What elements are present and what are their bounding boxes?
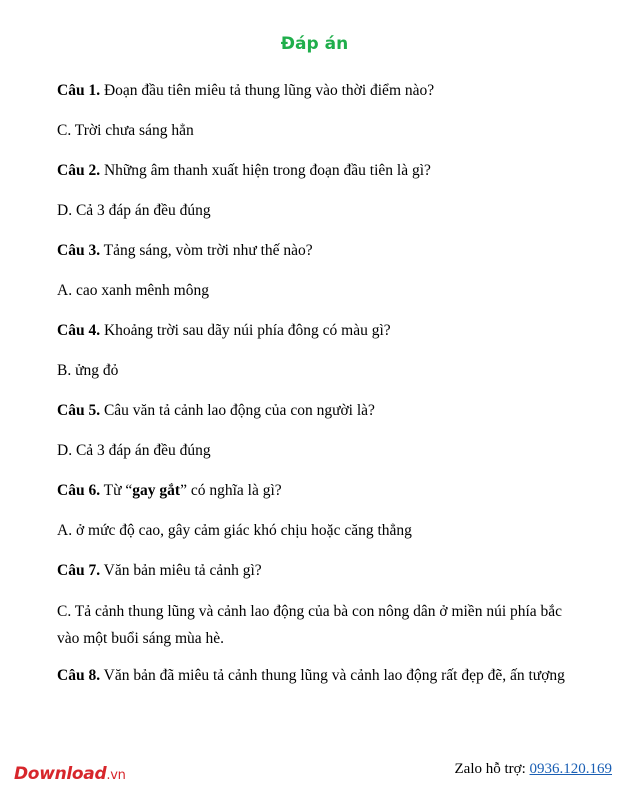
question-text: Văn bản miêu tả cảnh gì? bbox=[100, 562, 262, 579]
question-label: Câu 4. bbox=[57, 322, 101, 339]
answer-3: A. cao xanh mênh mông bbox=[57, 282, 209, 299]
question-label: Câu 5. bbox=[57, 402, 101, 419]
question-label: Câu 2. bbox=[57, 162, 101, 179]
question-1 bbox=[57, 81, 597, 121]
answer-line: vào một buổi sáng mùa hè. bbox=[57, 630, 225, 647]
logo-tld: .vn bbox=[106, 768, 126, 783]
page-title: Đáp án bbox=[280, 34, 349, 54]
highlighted-term: gay gắt bbox=[132, 482, 181, 499]
answer-7 bbox=[57, 598, 597, 666]
question-5 bbox=[57, 401, 597, 441]
question-text: Văn bản đã miêu tả cảnh thung lũng và cảnh lao động rất đẹp đẽ, ấn tượng bbox=[100, 667, 565, 684]
question-text: Khoảng trời sau dãy núi phía đông có màu gì? bbox=[100, 322, 391, 339]
phone-link[interactable]: 0936.120.169 bbox=[529, 761, 612, 777]
download-vn-logo[interactable] bbox=[14, 764, 126, 784]
answer-6: A. ở mức độ cao, gây cảm giác khó chịu hoặc căng thẳng bbox=[57, 522, 412, 539]
question-3 bbox=[57, 241, 597, 281]
question-label: Câu 8. bbox=[57, 667, 101, 684]
question-label: Câu 3. bbox=[57, 242, 101, 259]
question-2 bbox=[57, 161, 597, 201]
question-text: ” có nghĩa là gì? bbox=[180, 482, 282, 499]
support-contact bbox=[455, 761, 613, 778]
question-label: Câu 1. bbox=[57, 82, 101, 99]
answer-list bbox=[57, 81, 597, 706]
question-text: Những âm thanh xuất hiện trong đoạn đầu tiên là gì? bbox=[100, 162, 431, 179]
question-6 bbox=[57, 481, 597, 521]
logo-text: Download bbox=[14, 764, 107, 784]
question-4 bbox=[57, 321, 597, 361]
answer-2: D. Cả 3 đáp án đều đúng bbox=[57, 202, 211, 219]
question-label: Câu 6. bbox=[57, 482, 101, 499]
answer-4: B. ửng đỏ bbox=[57, 362, 119, 379]
question-7 bbox=[57, 561, 597, 601]
question-label: Câu 7. bbox=[57, 562, 101, 579]
question-text: Câu văn tả cảnh lao động của con người là? bbox=[100, 402, 375, 419]
answer-line: C. Tả cảnh thung lũng và cảnh lao động của bà con nông dân ở miền núi phía bắc bbox=[57, 603, 563, 620]
question-text: Tảng sáng, vòm trời như thế nào? bbox=[100, 242, 313, 259]
question-text: Đoạn đầu tiên miêu tả thung lũng vào thời điểm nào? bbox=[100, 82, 435, 99]
question-8 bbox=[57, 666, 597, 706]
question-text: Từ “ bbox=[100, 482, 133, 499]
contact-label: Zalo hỗ trợ: bbox=[454, 761, 530, 777]
answer-5: D. Cả 3 đáp án đều đúng bbox=[57, 442, 211, 459]
answer-1: C. Trời chưa sáng hẳn bbox=[57, 122, 194, 139]
